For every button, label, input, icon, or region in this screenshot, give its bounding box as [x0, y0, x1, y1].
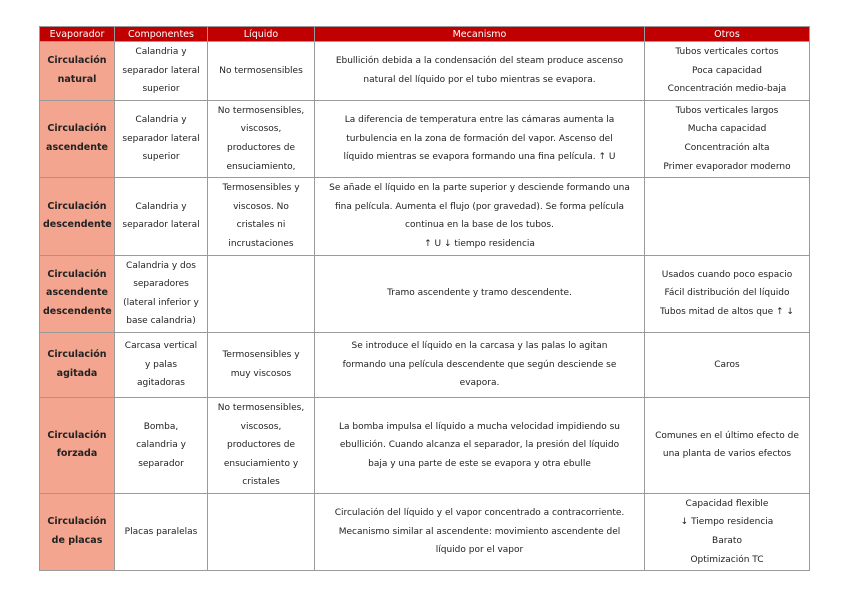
cell-mecanismo	[315, 493, 645, 570]
cell-componentes	[115, 397, 208, 493]
header-row	[40, 27, 810, 42]
cell-line: productores de	[227, 440, 295, 451]
cell-mecanismo	[315, 42, 645, 101]
cell-line: Usados cuando poco espacio	[661, 269, 793, 280]
cell-line: Circulación del líquido y el vapor concentrado a contracorriente.	[334, 508, 625, 519]
cell-line: natural	[57, 73, 97, 85]
header-otros: Otros	[645, 27, 810, 42]
table-row	[40, 493, 810, 570]
cell-line: continua en la base de los tubos.	[405, 220, 554, 231]
cell-line: Circulación	[47, 268, 107, 280]
cell-liquido	[208, 332, 315, 397]
cell-line: No termosensibles,	[217, 105, 305, 116]
cell-line: separador lateral	[122, 220, 200, 231]
cell-line: Termosensibles y	[222, 183, 300, 194]
cell-otros	[645, 493, 810, 570]
cell-line: y palas	[144, 359, 178, 370]
cell-line: Carcasa vertical	[124, 341, 198, 352]
cell-mecanismo	[315, 332, 645, 397]
cell-line: productores de	[227, 142, 295, 153]
cell-line: No termosensibles,	[217, 402, 305, 413]
cell-line: Ebullición debida a la condensación del steam produce ascenso	[335, 56, 624, 67]
cell-liquido	[208, 397, 315, 493]
cell-line: Circulación	[47, 429, 107, 441]
header-evaporador: Evaporador	[40, 27, 115, 42]
cell-mecanismo	[315, 255, 645, 332]
cell-componentes	[115, 255, 208, 332]
cell-liquido	[208, 493, 315, 570]
cell-mecanismo	[315, 100, 645, 177]
cell-line: Circulación	[47, 55, 107, 67]
table-row	[40, 255, 810, 332]
cell-liquido	[208, 42, 315, 101]
cell-liquido	[208, 178, 315, 255]
cell-evaporador	[40, 397, 115, 493]
cell-line: Mecanismo similar al ascendente: movimiento ascendente del	[338, 526, 621, 537]
cell-componentes	[115, 100, 208, 177]
table-row	[40, 332, 810, 397]
cell-line: ascendente	[46, 287, 108, 299]
cell-line: Comunes en el último efecto de	[655, 430, 799, 441]
cell-line: Capacidad flexible	[685, 498, 769, 509]
cell-line: Circulación	[47, 516, 107, 528]
cell-line: Tubos verticales largos	[675, 105, 779, 116]
cell-line: Primer evaporador moderno	[663, 161, 791, 172]
cell-line: ↑ U ↓ tiempo residencia	[424, 238, 535, 249]
cell-line: formando una película descendente que según desciende se	[342, 359, 617, 370]
cell-componentes	[115, 493, 208, 570]
cell-line: Poca capacidad	[691, 65, 763, 76]
cell-line: Fácil distribución del líquido	[664, 288, 790, 299]
cell-line: Tubos mitad de altos que ↑ ↓	[660, 307, 794, 318]
cell-line: fina película. Aumenta el flujo (por gravedad). Se forma película	[335, 201, 624, 212]
cell-line: Calandria y	[135, 201, 187, 212]
cell-liquido	[208, 255, 315, 332]
cell-componentes	[115, 178, 208, 255]
cell-line: ensuciamiento y	[223, 458, 299, 469]
cell-line: cristales ni	[236, 220, 286, 231]
cell-line: separador	[138, 458, 184, 469]
cell-line: calandria y	[136, 440, 186, 451]
cell-line: incrustaciones	[228, 238, 294, 249]
table-row	[40, 100, 810, 177]
cell-line: baja y una parte de este se evapora y otra ebulle	[368, 458, 591, 469]
cell-line: viscosos. No	[233, 201, 289, 212]
cell-line: Se añade el líquido en la parte superior y desciende formando una	[329, 183, 630, 194]
cell-line: viscosos,	[240, 421, 282, 432]
cell-line: separadores	[133, 279, 189, 290]
cell-line: superior	[142, 84, 180, 95]
cell-line: cristales	[242, 477, 280, 488]
cell-line: separador lateral	[122, 65, 200, 76]
cell-line: forzada	[56, 448, 98, 460]
cell-line: Caros	[714, 359, 740, 370]
cell-line: Circulación	[47, 200, 107, 212]
cell-line: líquido por el vapor	[435, 545, 524, 556]
cell-otros	[645, 397, 810, 493]
cell-line: viscosos,	[240, 124, 282, 135]
cell-line: Termosensibles y	[222, 350, 300, 361]
evaporators-table	[39, 26, 810, 571]
cell-line: de placas	[51, 535, 103, 547]
cell-line: agitada	[56, 367, 98, 379]
cell-line: turbulencia en la zona de formación del vapor. Ascenso del	[346, 133, 613, 144]
cell-line: descendente	[43, 306, 112, 318]
cell-evaporador	[40, 100, 115, 177]
cell-line: (lateral inferior y	[123, 297, 199, 308]
header-liquido: Líquido	[208, 27, 315, 42]
table-row	[40, 397, 810, 493]
cell-line: agitadoras	[137, 378, 185, 389]
cell-line: muy viscosos	[230, 368, 292, 379]
cell-otros	[645, 100, 810, 177]
cell-evaporador	[40, 493, 115, 570]
cell-line: Se introduce el líquido en la carcasa y las palas lo agitan	[351, 341, 608, 352]
cell-line: No termosensibles	[219, 65, 303, 76]
cell-line: Concentración medio-baja	[667, 84, 787, 95]
cell-componentes	[115, 42, 208, 101]
cell-line: Circulación	[47, 349, 107, 361]
cell-line: Optimización TC	[690, 554, 764, 565]
cell-line: una planta de varios efectos	[662, 449, 792, 460]
cell-line: Tubos verticales cortos	[675, 47, 779, 57]
cell-line: líquido mientras se evapora formando una fina película. ↑ U	[343, 152, 616, 163]
cell-line: ebullición. Cuando alcanza el separador, la presión del líquido	[339, 440, 620, 451]
cell-line: ascendente	[46, 141, 108, 153]
cell-line: natural del líquido por el tubo mientras se evapora.	[363, 74, 596, 85]
cell-liquido	[208, 100, 315, 177]
cell-evaporador	[40, 332, 115, 397]
cell-line: ensuciamiento,	[226, 161, 296, 172]
cell-mecanismo	[315, 178, 645, 255]
cell-line: La diferencia de temperatura entre las cámaras aumenta la	[344, 115, 615, 126]
cell-evaporador	[40, 42, 115, 101]
cell-componentes	[115, 332, 208, 397]
header-componentes: Componentes	[115, 27, 208, 42]
cell-otros	[645, 255, 810, 332]
table-row	[40, 42, 810, 101]
cell-line: Barato	[712, 536, 742, 547]
cell-evaporador	[40, 178, 115, 255]
cell-otros	[645, 332, 810, 397]
cell-otros	[645, 42, 810, 101]
cell-line: Bomba,	[143, 421, 179, 432]
cell-line: Tramo ascendente y tramo descendente.	[387, 288, 572, 299]
cell-line: descendente	[43, 219, 112, 231]
cell-line: Calandria y	[135, 47, 187, 57]
cell-line: Circulación	[47, 123, 107, 135]
cell-line: ↓ Tiempo residencia	[680, 517, 774, 528]
cell-line: Calandria y dos	[126, 260, 196, 271]
cell-line: Concentración alta	[684, 142, 770, 153]
cell-line: Mucha capacidad	[687, 124, 767, 135]
cell-line: separador lateral	[122, 133, 200, 144]
cell-line: Placas paralelas	[124, 526, 198, 537]
table-row	[40, 178, 810, 255]
header-mecanismo: Mecanismo	[315, 27, 645, 42]
cell-line: La bomba impulsa el líquido a mucha velocidad impidiendo su	[338, 421, 621, 432]
cell-mecanismo	[315, 397, 645, 493]
cell-evaporador	[40, 255, 115, 332]
cell-line: superior	[142, 152, 180, 163]
cell-otros	[645, 178, 810, 255]
cell-line: base calandria)	[126, 316, 196, 327]
cell-line: Calandria y	[135, 115, 187, 126]
cell-line: evapora.	[459, 378, 500, 389]
